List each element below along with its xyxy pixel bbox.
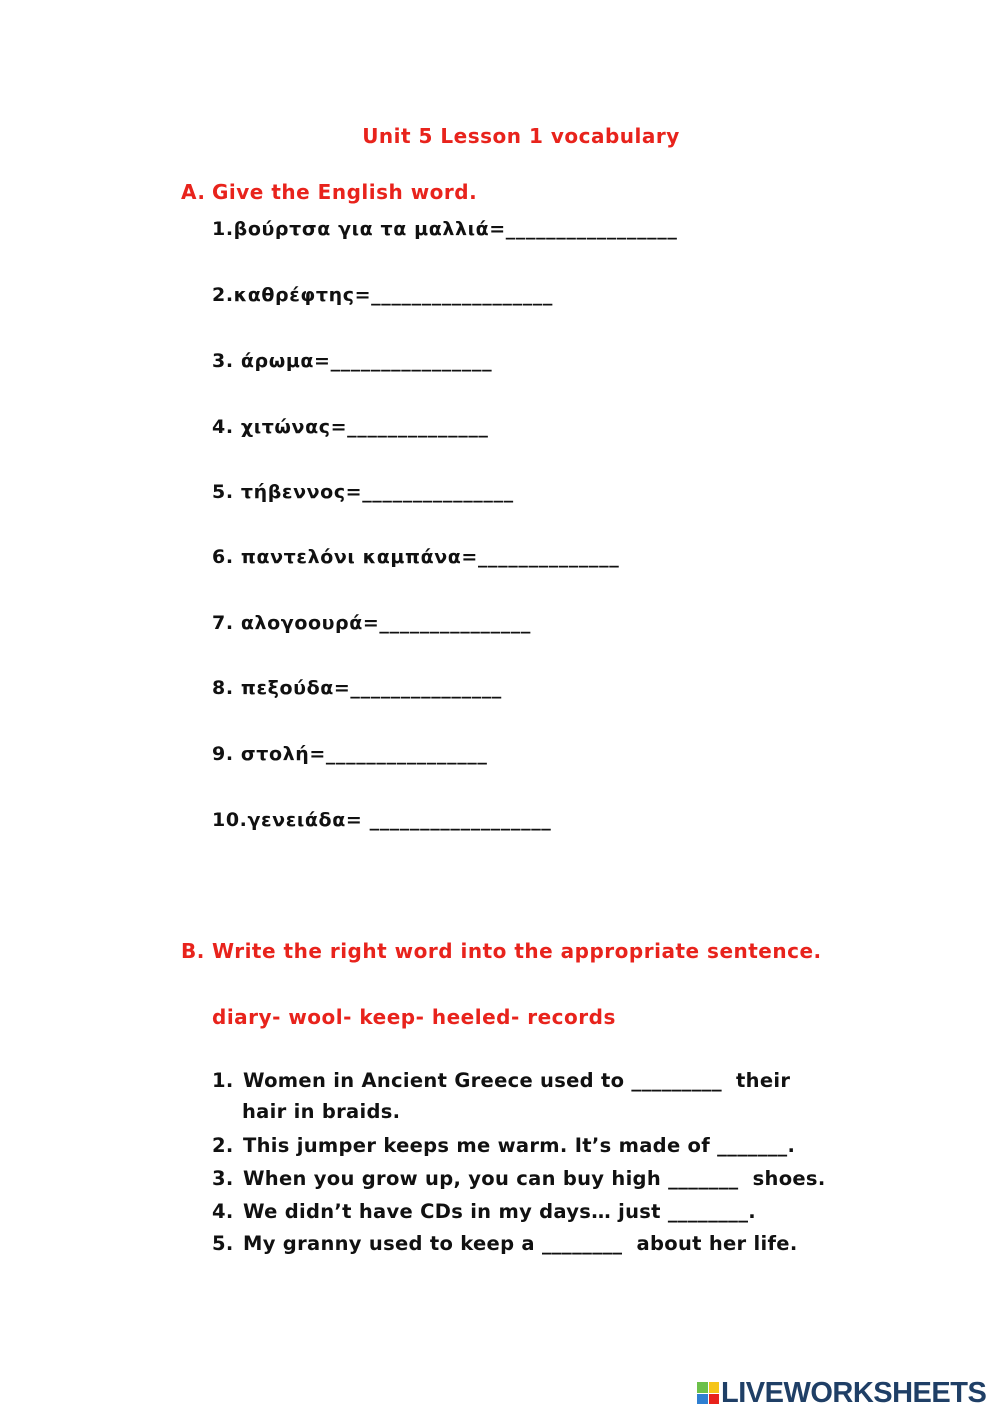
- question-b-3-number: 3.: [212, 1167, 234, 1190]
- question-a-8: 8. πεξούδα=_______________: [212, 677, 502, 699]
- question-a-4: 4. χιτώνας=______________: [212, 416, 489, 438]
- question-b-3-text: When you grow up, you can buy high _______ shoes.: [243, 1167, 826, 1190]
- section-a-letter: A.: [181, 180, 206, 204]
- question-b-4-number: 4.: [212, 1200, 234, 1223]
- question-b-2: [212, 1134, 795, 1157]
- question-a-2: 2.καθρέφτης=__________________: [212, 284, 553, 306]
- question-b-4: [212, 1200, 756, 1223]
- question-b-2-number: 2.: [212, 1134, 234, 1157]
- logo-square-red: [709, 1394, 720, 1405]
- logo-square-green: [697, 1382, 708, 1393]
- question-b-5: [212, 1232, 798, 1255]
- logo-square-blue: [697, 1394, 708, 1405]
- worksheet-title: Unit 5 Lesson 1 vocabulary: [362, 124, 680, 148]
- logo-square-yellow: [709, 1382, 720, 1393]
- section-b-letter: B.: [181, 939, 205, 963]
- question-a-9: 9. στολή=________________: [212, 743, 488, 765]
- question-b-5-number: 5.: [212, 1232, 234, 1255]
- question-a-1: 1.βούρτσα για τα μαλλιά=_________________: [212, 218, 678, 240]
- question-a-7: 7. αλογοουρά=_______________: [212, 612, 531, 634]
- liveworksheets-brand: LIVEWORKSHEETS: [721, 1376, 987, 1409]
- question-a-5: 5. τήβεννος=_______________: [212, 481, 514, 503]
- question-a-6: 6. παντελόνι καμπάνα=______________: [212, 546, 620, 568]
- question-a-3: 3. άρωμα=________________: [212, 350, 493, 372]
- question-b-2-text: This jumper keeps me warm. It’s made of _______.: [243, 1134, 796, 1157]
- question-b-1-text: Women in Ancient Greece used to _________ their: [243, 1069, 791, 1092]
- liveworksheets-logo[interactable]: [697, 1376, 986, 1410]
- question-b-1: [212, 1069, 791, 1123]
- section-b-instruction: Write the right word into the appropriate sentence.: [212, 939, 822, 963]
- question-b-1-number: 1.: [212, 1069, 234, 1092]
- word-bank: diary- wool- keep- heeled- records: [212, 1005, 616, 1029]
- section-a-instruction: Give the English word.: [212, 180, 478, 204]
- question-a-10: 10.γενειάδα= __________________: [212, 809, 552, 831]
- section-b-heading: [181, 939, 822, 963]
- question-b-4-text: We didn’t have CDs in my days… just ________.: [243, 1200, 756, 1223]
- liveworksheets-logo-icon: [697, 1382, 719, 1404]
- section-a-heading: [181, 180, 477, 204]
- question-b-3: [212, 1167, 826, 1190]
- question-b-1-continuation: hair in braids.: [242, 1100, 401, 1123]
- question-b-5-text: My granny used to keep a ________ about her life.: [243, 1232, 798, 1255]
